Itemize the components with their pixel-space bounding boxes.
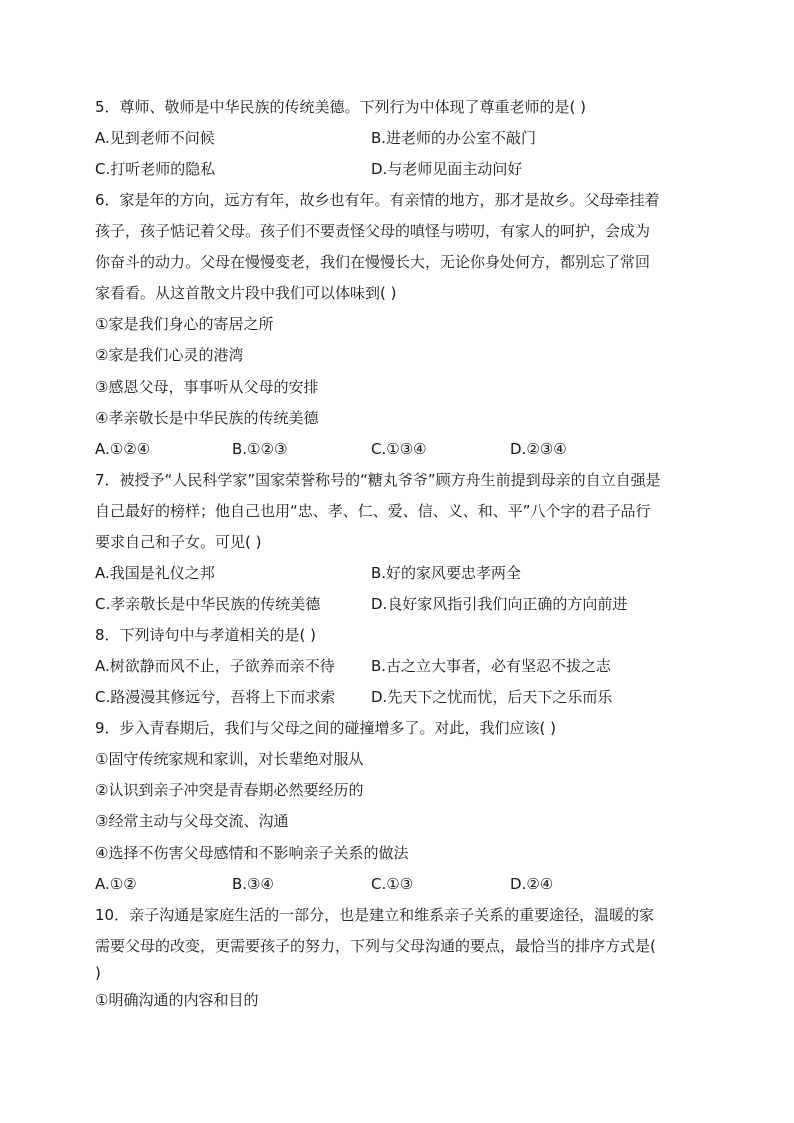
option-b: B.进老师的办公室不敲门: [371, 129, 537, 147]
question-6-stem-line-1: 6．家是年的方向，远方有年，故乡也有年。有亲情的地方，那才是故乡。父母牵挂着: [95, 191, 660, 209]
option-d: D.②③④: [510, 440, 567, 458]
question-7-stem-line-3: 要求自己和子女。可见( ): [95, 533, 262, 551]
question-8-options-row-2: [95, 686, 715, 708]
question-6-item-3: ③感恩父母，事事听从父母的安排: [95, 378, 319, 396]
option-d: D.与老师见面主动问好: [371, 160, 523, 178]
option-b: B.③④: [232, 875, 274, 893]
option-a: A.见到老师不问候: [95, 129, 215, 147]
question-10-stem-line-1: 10．亲子沟通是家庭生活的一部分，也是建立和维系亲子关系的重要途径，温暖的家: [95, 906, 655, 924]
option-c: C.路漫漫其修远兮，吾将上下而求索: [95, 688, 336, 706]
option-c: C.①③: [371, 875, 414, 893]
question-10-stem-line-3: ): [95, 964, 101, 982]
option-a: A.①②④: [95, 440, 151, 458]
option-d: D.良好家风指引我们向正确的方向前进: [371, 595, 628, 613]
question-9-item-1: ①固守传统家规和家训，对长辈绝对服从: [95, 750, 364, 768]
question-6-item-1: ①家是我们身心的寄居之所: [95, 315, 274, 333]
question-8-stem: 8．下列诗句中与孝道相关的是( ): [95, 626, 317, 644]
question-5-stem: 5．尊师、敬师是中华民族的传统美德。下列行为中体现了尊重老师的是( ): [95, 98, 587, 116]
option-c: C.孝亲敬长是中华民族的传统美德: [95, 595, 321, 613]
question-7-options-row-1: [95, 562, 715, 584]
question-9-item-2: ②认识到亲子冲突是青春期必然要经历的: [95, 781, 364, 799]
option-b: B.好的家风要忠孝两全: [371, 564, 522, 582]
question-5-options-row-2: [95, 158, 715, 180]
question-9-item-3: ③经常主动与父母交流、沟通: [95, 812, 289, 830]
question-6-item-2: ②家是我们心灵的港湾: [95, 346, 244, 364]
question-6-options: [95, 438, 715, 460]
option-b: B.古之立大事者，必有坚忍不拔之志: [371, 657, 612, 675]
question-9-stem: 9．步入青春期后，我们与父母之间的碰撞增多了。对此，我们应该( ): [95, 719, 557, 737]
question-10-stem-line-2: 需要父母的改变，更需要孩子的努力，下列与父母沟通的要点，最恰当的排序方式是(: [95, 937, 656, 955]
option-a: A.①②: [95, 875, 137, 893]
question-7-stem-line-2: 自己最好的榜样；他自己也用“忠、孝、仁、爱、信、义、和、平”八个字的君子品行: [95, 502, 651, 520]
question-10-item-1: ①明确沟通的内容和目的: [95, 991, 259, 1009]
option-b: B.①②③: [232, 440, 288, 458]
question-9-options: [95, 873, 715, 895]
question-6-item-4: ④孝亲敬长是中华民族的传统美德: [95, 409, 319, 427]
option-d: D.先天下之忧而忧，后天下之乐而乐: [371, 688, 613, 706]
question-9-item-4: ④选择不伤害父母感情和不影响亲子关系的做法: [95, 844, 409, 862]
option-c: C.打听老师的隐私: [95, 160, 216, 178]
question-7-stem-line-1: 7．被授予“人民科学家”国家荣誉称号的“糖丸爷爷”顾方舟生前提到母亲的自立自强是: [95, 471, 661, 489]
option-c: C.①③④: [371, 440, 427, 458]
option-d: D.②④: [510, 875, 554, 893]
question-6-stem-line-3: 你奋斗的动力。父母在慢慢变老，我们在慢慢长大，无论你身处何方，都别忘了常回: [95, 253, 651, 271]
question-6-stem-line-4: 家看看。从这首散文片段中我们可以体味到( ): [95, 284, 397, 302]
option-a: A.树欲静而风不止，子欲养而亲不待: [95, 657, 335, 675]
question-5-options-row-1: [95, 127, 715, 149]
option-a: A.我国是礼仪之邦: [95, 564, 215, 582]
question-7-options-row-2: [95, 593, 715, 615]
question-6-stem-line-2: 孩子，孩子惦记着父母。孩子们不要责怪父母的嗔怪与唠叨，有家人的呵护，会成为: [95, 222, 651, 240]
question-8-options-row-1: [95, 655, 715, 677]
